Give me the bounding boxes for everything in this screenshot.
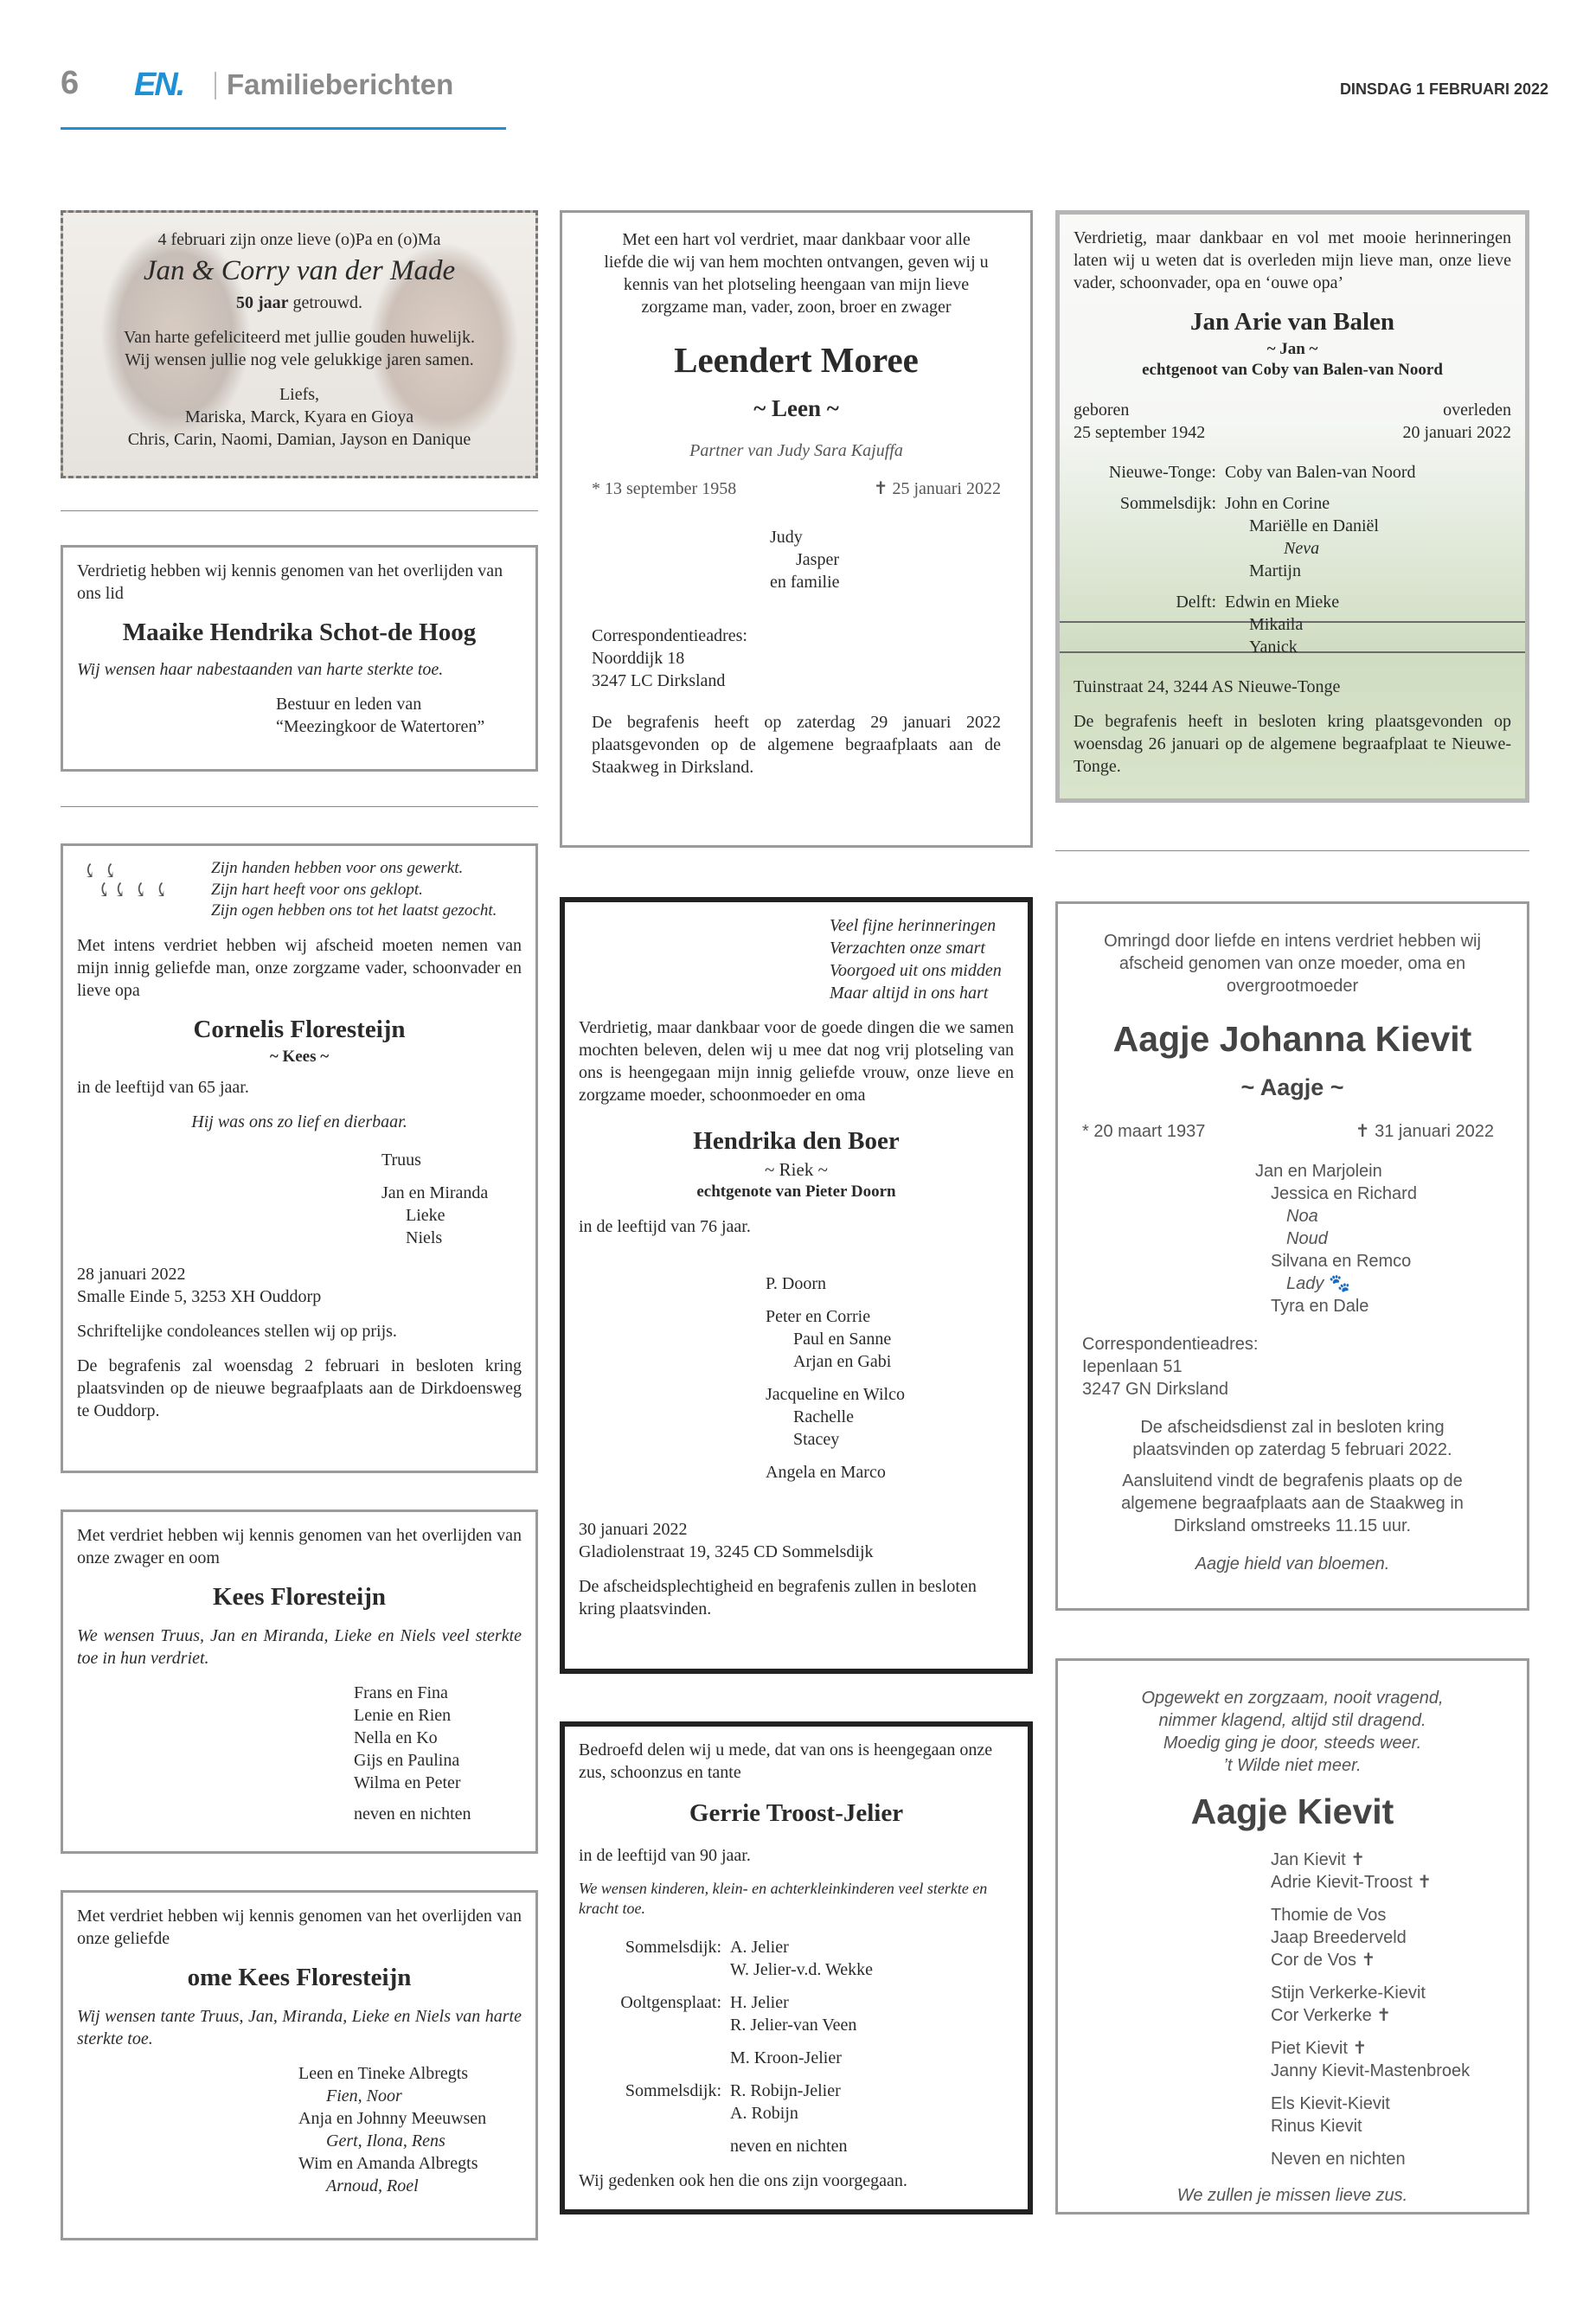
header-rule xyxy=(61,127,506,130)
ad-kees-floresteijn: Met verdriet hebben wij kennis genomen van het overlijden van onze zwager en oom Kees Floresteijn We wensen Truus, Jan en Miranda, Lieke en Niels veel sterkte toe in hun verdriet. Frans en Fina Lenie en Rien Nella en Ko Gijs en Paulina Wilma en Peter neven en nichten xyxy=(61,1509,538,1854)
issue-date: DINSDAG 1 FEBRUARI 2022 xyxy=(1339,80,1548,98)
ad-cornelis-floresteijn: ⤹ ⤹ ⤹⤹ ⤹ ⤹ Zijn handen hebben voor ons gewerkt. Zijn hart heeft voor ons geklopt. Zijn ogen hebben ons tot het laatst gezocht. Met intens verdriet hebben wij afscheid moeten nemen van mijn innig geliefde man, onze zorgzame vader, schoonvader en lieve opa Cornelis Floresteijn ~ Kees ~ in de leeftijd van 65 jaar. Hij was ons zo lief en dierbaar. Truus Jan en Miranda Lieke Niels 28 januari 2022 Smalle Einde 5, 3253 XH Ouddorp Schriftelijke condoleances stellen wij op prijs. De begrafenis zal woensdag 2 februari in besloten kring plaatsvinden op de nieuwe begraafplaats aan de Dirkdoensweg te Ouddorp. xyxy=(61,843,538,1473)
ad-van-der-made: 4 februari zijn onze lieve (o)Pa en (o)Ma Jan & Corry van der Made 50 jaar getrouwd. Van harte gefeliciteerd met jullie gouden huwelijk. Wij wensen jullie nog vele gelukkige jaren samen. Liefs, Mariska, Marck, Kyara en Gioya Chris, Carin, Naomi, Damian, Jayson en Danique xyxy=(61,210,538,478)
deceased-name: Cornelis Floresteijn xyxy=(193,1016,406,1044)
ad-schot-de-hoog: Verdrietig hebben wij kennis genomen van het overlijden van ons lid Maaike Hendrika Schot-de Hoog Wij wensen haar nabestaanden van harte sterkte toe. Bestuur en leden van “Meezingkoor de Watertoren” xyxy=(61,545,538,772)
birth-date: * 20 maart 1937 xyxy=(1082,1122,1206,1142)
deceased-name: Hendrika den Boer xyxy=(693,1127,900,1155)
deceased-name: Leendert Moree xyxy=(674,340,919,380)
ad-aagje-kievit: Opgewekt en zorgzaam, nooit vragend, nimmer klagend, altijd stil dragend. Moedig ging je door, steeds weer. ’t Wilde niet meer. Aagje Kievit Jan Kievit ✝ Adrie Kievit-Troost ✝ Thomie de Vos Jaap Breederveld Cor de Vos ✝ Stijn Verkerke-Kievit Cor Verkerke ✝ Piet Kievit ✝ Janny Kievit-Mastenbroek Els Kievit-Kievit Rinus Kievit Neven en nichten We zullen je missen lieve zus. xyxy=(1055,1658,1529,2214)
section-title: Familieberichten xyxy=(227,68,454,100)
ad-jan-arie-van-balen: Verdrietig, maar dankbaar en vol met mooie herinneringen laten wij u weten dat is overleden mijn lieve man, onze lieve vader, schoonvader, opa en ‘ouwe opa’ Jan Arie van Balen ~ Jan ~ echtgenoot van Coby van Balen-van Noord geboren 25 september 1942 overleden 20 januari 2022 Nieuwe-Tonge: Coby van Balen-van Noord Sommelsdijk: John en Corine Mariëlle en Daniël Neva Martijn Delft: Edwin en Mieke Mikaila Yanick Tuinstraat 24, 3244 AS Nieuwe-Tonge De begrafenis heeft in besloten kring plaatsgevonden op woensdag 26 januari op de algemene begraafplaat te Nieuwe-Tonge. xyxy=(1055,210,1529,803)
ad-gerrie-troost-jelier: Bedroefd delen wij u mede, dat van ons is heengegaan onze zus, schoonzus en tante Gerrie Troost-Jelier in de leeftijd van 90 jaar. We wensen kinderen, klein- en achterkleinkinderen veel sterkte en kracht toe. Sommelsdijk: A. Jelier W. Jelier-v.d. Wekke Ooltgensplaat: H. Jelier R. Jelier-van Veen M. Kroon-Jelier Sommelsdijk: R. Robijn-Jelier A. Robijn neven en nichten Wij gedenken ook hen die ons zijn voorgegaan. xyxy=(560,1721,1033,2214)
paw-icon: 🐾 xyxy=(1328,1274,1350,1294)
divider xyxy=(1055,850,1529,851)
birth-date: * 13 september 1958 xyxy=(592,479,737,499)
ad-aagje-johanna-kievit: Omringd door liefde en intens verdriet hebben wij afscheid genomen van onze moeder, oma en overgrootmoeder Aagje Johanna Kievit ~ Aagje ~ * 20 maart 1937 ✝ 31 januari 2022 Jan en Marjolein Jessica en Richard Noa Noud Silvana en Remco Lady 🐾 Tyra en Dale Correspondentieadres: Iepenlaan 51 3247 GN Dirksland De afscheidsdienst zal in besloten kring plaatsvinden op zaterdag 5 februari 2022. Aansluitend vindt de begrafenis plaats op de algemene begraafplaats aan de Staakweg in Dirksland omstreeks 11.15 uur. Aagje hield van bloemen. xyxy=(1055,901,1529,1611)
couple-names: Jan & Corry van der Made xyxy=(143,255,456,286)
deceased-name: Aagje Kievit xyxy=(1190,1791,1394,1831)
page-header xyxy=(61,65,1548,108)
header-divider xyxy=(215,72,216,99)
newspaper-logo: EN. xyxy=(134,67,184,103)
divider xyxy=(61,510,538,511)
page-number: 6 xyxy=(61,65,80,101)
deceased-name: ome Kees Floresteijn xyxy=(187,1964,412,1991)
deceased-name: Kees Floresteijn xyxy=(213,1583,386,1611)
birds-icon: ⤹ ⤹ ⤹⤹ ⤹ ⤹ xyxy=(77,860,170,901)
divider xyxy=(61,806,538,807)
ad-leendert-moree: Met een hart vol verdriet, maar dankbaar voor alle liefde die wij van hem mochten ontvangen, geven wij u kennis van het plotseling heengaan van mijn lieve zorgzame man, vader, zoon, broer en zwager Leendert Moree ~ Leen ~ Partner van Judy Sara Kajuffa * 13 september 1958 ✝ 25 januari 2022 Judy Jasper en familie Correspondentieadres: Noorddijk 18 3247 LC Dirksland De begrafenis heeft op zaterdag 29 januari 2022 plaatsgevonden op de algemene begraafplaats aan de Staakweg in Dirksland. xyxy=(560,210,1033,848)
years-married: 50 jaar xyxy=(235,292,289,312)
deceased-name: Jan Arie van Balen xyxy=(1189,308,1395,336)
death-date: ✝ 25 januari 2022 xyxy=(873,479,1001,499)
ad-hendrika-den-boer: Veel fijne herinneringen Verzachten onze smart Voorgoed uit ons midden Maar altijd in ons hart Verdrietig, maar dankbaar voor de goede dingen die we samen mochten beleven, delen wij u mee dat nog vrij plotseling van ons is heengegaan mijn innig geliefde vrouw, onze lieve en zorgzame moeder, schoonmoeder en oma Hendrika den Boer ~ Riek ~ echtgenote van Pieter Doorn in de leeftijd van 76 jaar. P. Doorn Peter en Corrie Paul en Sanne Arjan en Gabi Jacqueline en Wilco Rachelle Stacey Angela en Marco 30 januari 2022 Gladiolenstraat 19, 3245 CD Sommelsdijk De afscheidsplechtigheid en begrafenis zullen in besloten kring plaatsvinden. xyxy=(560,897,1033,1674)
birth-date: 25 september 1942 xyxy=(1074,423,1206,443)
anniversary-date: 4 februari zijn onze lieve (o)Pa en (o)Ma xyxy=(157,230,441,249)
deceased-name: Aagje Johanna Kievit xyxy=(1112,1019,1472,1059)
death-date: ✝ 31 januari 2022 xyxy=(1355,1122,1494,1142)
deceased-name: Gerrie Troost-Jelier xyxy=(689,1799,904,1827)
death-date: 20 januari 2022 xyxy=(1402,423,1511,443)
deceased-name: Maaike Hendrika Schot-de Hoog xyxy=(122,619,477,646)
ad-ome-kees-floresteijn: Met verdriet hebben wij kennis genomen van het overlijden van onze geliefde ome Kees Floresteijn Wij wensen tante Truus, Jan, Miranda, Lieke en Niels van harte sterkte toe. Leen en Tineke Albregts Fien, Noor Anja en Johnny Meeuwsen Gert, Ilona, Rens Wim en Amanda Albregts Arnoud, Roel xyxy=(61,1890,538,2240)
